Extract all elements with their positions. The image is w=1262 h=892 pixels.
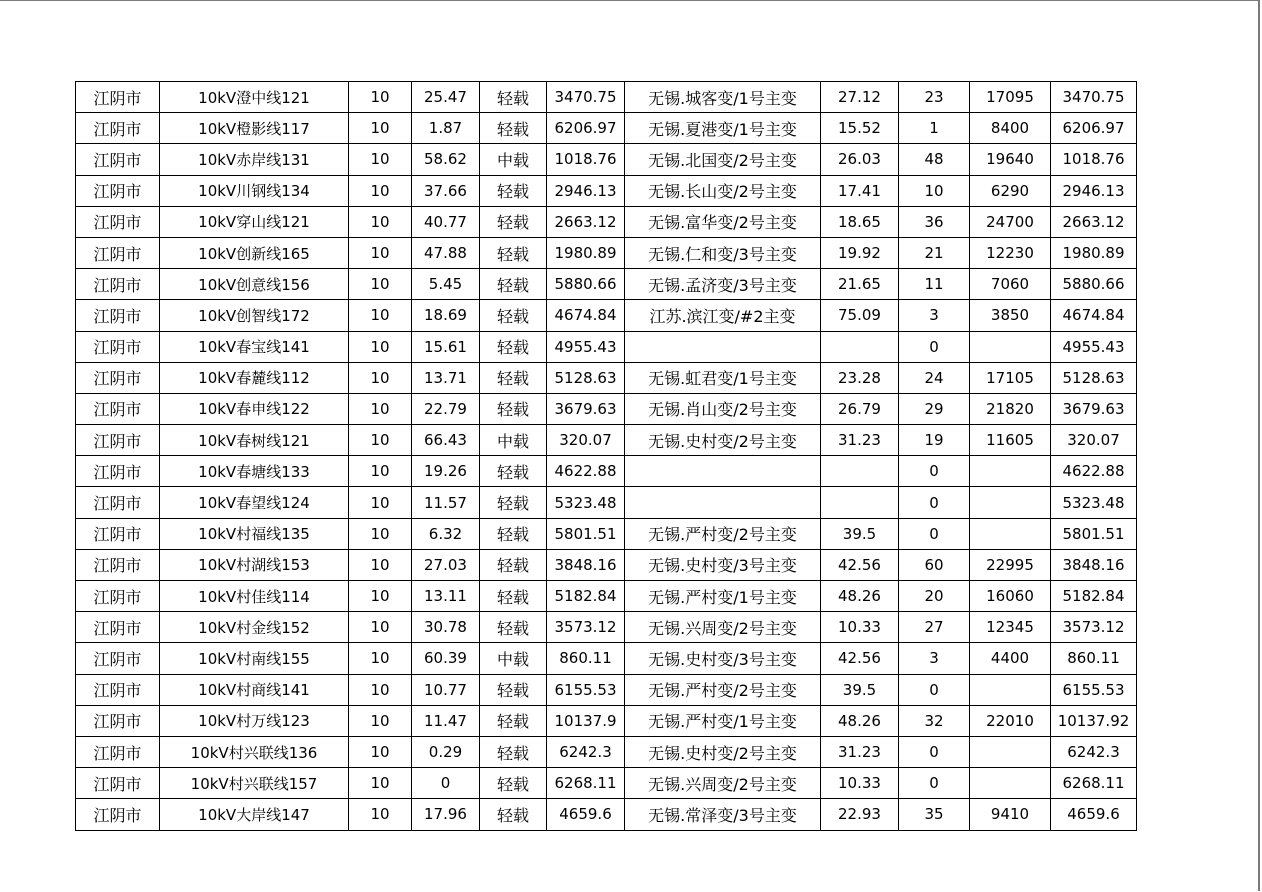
main-transformer-cell: 无锡.富华变/2号主变 bbox=[625, 206, 821, 237]
transformer-load-rate-cell: 17.41 bbox=[821, 175, 899, 206]
load-rate-cell: 40.77 bbox=[412, 206, 480, 237]
voltage-cell: 10 bbox=[349, 82, 412, 113]
city-cell: 江阴市 bbox=[76, 518, 160, 549]
voltage-cell: 10 bbox=[349, 425, 412, 456]
feeder-name-cell: 10kV村商线141 bbox=[160, 674, 349, 705]
feeder-name-cell: 10kV大岸线147 bbox=[160, 799, 349, 830]
city-cell: 江阴市 bbox=[76, 82, 160, 113]
load-rate-cell: 6.32 bbox=[412, 518, 480, 549]
city-cell: 江阴市 bbox=[76, 549, 160, 580]
available-capacity-cell: 2663.12 bbox=[547, 206, 625, 237]
city-cell: 江阴市 bbox=[76, 799, 160, 830]
capacity-cell: 3850 bbox=[970, 300, 1051, 331]
voltage-cell: 10 bbox=[349, 705, 412, 736]
table-row bbox=[76, 206, 1137, 237]
load-status-cell: 轻载 bbox=[480, 549, 547, 580]
capacity-cell: 12230 bbox=[970, 237, 1051, 268]
feeder-name-cell: 10kV村福线135 bbox=[160, 518, 349, 549]
feeder-name-cell: 10kV村金线152 bbox=[160, 612, 349, 643]
table-row bbox=[76, 175, 1137, 206]
feeder-name-cell: 10kV春塘线133 bbox=[160, 456, 349, 487]
load-status-cell: 轻载 bbox=[480, 581, 547, 612]
voltage-cell: 10 bbox=[349, 518, 412, 549]
load-rate-cell: 37.66 bbox=[412, 175, 480, 206]
main-transformer-cell: 无锡.兴周变/2号主变 bbox=[625, 612, 821, 643]
main-transformer-cell: 无锡.严村变/2号主变 bbox=[625, 518, 821, 549]
city-cell: 江阴市 bbox=[76, 113, 160, 144]
feeder-name-cell: 10kV村兴联线136 bbox=[160, 736, 349, 767]
available-capacity-cell: 5801.51 bbox=[547, 518, 625, 549]
available-capacity-cell: 860.11 bbox=[547, 643, 625, 674]
feeder-name-cell: 10kV赤岸线131 bbox=[160, 144, 349, 175]
capacity-cell: 6290 bbox=[970, 175, 1051, 206]
city-cell: 江阴市 bbox=[76, 144, 160, 175]
city-cell: 江阴市 bbox=[76, 206, 160, 237]
main-transformer-cell: 江苏.滨江变/#2主变 bbox=[625, 300, 821, 331]
table-row bbox=[76, 82, 1137, 113]
main-transformer-cell: 无锡.肖山变/2号主变 bbox=[625, 393, 821, 424]
city-cell: 江阴市 bbox=[76, 705, 160, 736]
remaining-capacity-cell: 3679.63 bbox=[1051, 393, 1137, 424]
transformer-load-rate-cell: 31.23 bbox=[821, 425, 899, 456]
table-row bbox=[76, 362, 1137, 393]
transformer-load-rate-cell: 26.03 bbox=[821, 144, 899, 175]
feeder-name-cell: 10kV村湖线153 bbox=[160, 549, 349, 580]
load-rate-cell: 66.43 bbox=[412, 425, 480, 456]
load-status-cell: 轻载 bbox=[480, 487, 547, 518]
transformer-load-rate-cell: 26.79 bbox=[821, 393, 899, 424]
load-status-cell: 轻载 bbox=[480, 362, 547, 393]
count-cell: 60 bbox=[899, 549, 970, 580]
count-cell: 10 bbox=[899, 175, 970, 206]
count-cell: 23 bbox=[899, 82, 970, 113]
capacity-cell: 22010 bbox=[970, 705, 1051, 736]
count-cell: 36 bbox=[899, 206, 970, 237]
capacity-cell bbox=[970, 487, 1051, 518]
count-cell: 35 bbox=[899, 799, 970, 830]
feeder-name-cell: 10kV橙影线117 bbox=[160, 113, 349, 144]
load-status-cell: 轻载 bbox=[480, 674, 547, 705]
available-capacity-cell: 3848.16 bbox=[547, 549, 625, 580]
capacity-cell bbox=[970, 674, 1051, 705]
feeder-name-cell: 10kV村万线123 bbox=[160, 705, 349, 736]
available-capacity-cell: 5323.48 bbox=[547, 487, 625, 518]
feeder-name-cell: 10kV穿山线121 bbox=[160, 206, 349, 237]
load-rate-cell: 11.57 bbox=[412, 487, 480, 518]
load-status-cell: 轻载 bbox=[480, 456, 547, 487]
capacity-cell: 7060 bbox=[970, 269, 1051, 300]
city-cell: 江阴市 bbox=[76, 237, 160, 268]
load-status-cell: 轻载 bbox=[480, 175, 547, 206]
remaining-capacity-cell: 5182.84 bbox=[1051, 581, 1137, 612]
load-status-cell: 轻载 bbox=[480, 393, 547, 424]
voltage-cell: 10 bbox=[349, 799, 412, 830]
capacity-cell: 16060 bbox=[970, 581, 1051, 612]
load-status-cell: 轻载 bbox=[480, 799, 547, 830]
voltage-cell: 10 bbox=[349, 643, 412, 674]
remaining-capacity-cell: 3470.75 bbox=[1051, 82, 1137, 113]
count-cell: 3 bbox=[899, 643, 970, 674]
count-cell: 27 bbox=[899, 612, 970, 643]
main-transformer-cell: 无锡.史村变/3号主变 bbox=[625, 643, 821, 674]
main-transformer-cell: 无锡.仁和变/3号主变 bbox=[625, 237, 821, 268]
city-cell: 江阴市 bbox=[76, 768, 160, 799]
count-cell: 24 bbox=[899, 362, 970, 393]
feeder-name-cell: 10kV村佳线114 bbox=[160, 581, 349, 612]
voltage-cell: 10 bbox=[349, 456, 412, 487]
available-capacity-cell: 5880.66 bbox=[547, 269, 625, 300]
capacity-cell: 8400 bbox=[970, 113, 1051, 144]
remaining-capacity-cell: 1980.89 bbox=[1051, 237, 1137, 268]
capacity-cell bbox=[970, 768, 1051, 799]
table-body bbox=[76, 82, 1137, 831]
remaining-capacity-cell: 3573.12 bbox=[1051, 612, 1137, 643]
load-rate-cell: 13.11 bbox=[412, 581, 480, 612]
main-transformer-cell: 无锡.虹君变/1号主变 bbox=[625, 362, 821, 393]
voltage-cell: 10 bbox=[349, 768, 412, 799]
feeder-load-table bbox=[75, 81, 1137, 831]
city-cell: 江阴市 bbox=[76, 674, 160, 705]
transformer-load-rate-cell: 10.33 bbox=[821, 768, 899, 799]
available-capacity-cell: 3470.75 bbox=[547, 82, 625, 113]
transformer-load-rate-cell: 75.09 bbox=[821, 300, 899, 331]
remaining-capacity-cell: 4955.43 bbox=[1051, 331, 1137, 362]
voltage-cell: 10 bbox=[349, 269, 412, 300]
load-rate-cell: 30.78 bbox=[412, 612, 480, 643]
table-row bbox=[76, 331, 1137, 362]
remaining-capacity-cell: 3848.16 bbox=[1051, 549, 1137, 580]
load-status-cell: 轻载 bbox=[480, 300, 547, 331]
feeder-name-cell: 10kV创新线165 bbox=[160, 237, 349, 268]
city-cell: 江阴市 bbox=[76, 425, 160, 456]
transformer-load-rate-cell: 27.12 bbox=[821, 82, 899, 113]
capacity-cell: 24700 bbox=[970, 206, 1051, 237]
load-rate-cell: 0.29 bbox=[412, 736, 480, 767]
capacity-cell: 12345 bbox=[970, 612, 1051, 643]
table-row bbox=[76, 549, 1137, 580]
feeder-name-cell: 10kV春麓线112 bbox=[160, 362, 349, 393]
load-status-cell: 轻载 bbox=[480, 269, 547, 300]
table-row bbox=[76, 269, 1137, 300]
voltage-cell: 10 bbox=[349, 113, 412, 144]
available-capacity-cell: 6268.11 bbox=[547, 768, 625, 799]
remaining-capacity-cell: 860.11 bbox=[1051, 643, 1137, 674]
load-status-cell: 中载 bbox=[480, 643, 547, 674]
remaining-capacity-cell: 320.07 bbox=[1051, 425, 1137, 456]
load-rate-cell: 0 bbox=[412, 768, 480, 799]
transformer-load-rate-cell: 48.26 bbox=[821, 581, 899, 612]
capacity-cell bbox=[970, 736, 1051, 767]
table-row bbox=[76, 674, 1137, 705]
available-capacity-cell: 6206.97 bbox=[547, 113, 625, 144]
load-status-cell: 轻载 bbox=[480, 82, 547, 113]
city-cell: 江阴市 bbox=[76, 736, 160, 767]
transformer-load-rate-cell: 42.56 bbox=[821, 549, 899, 580]
load-status-cell: 轻载 bbox=[480, 331, 547, 362]
voltage-cell: 10 bbox=[349, 362, 412, 393]
capacity-cell: 17105 bbox=[970, 362, 1051, 393]
load-status-cell: 轻载 bbox=[480, 113, 547, 144]
transformer-load-rate-cell: 15.52 bbox=[821, 113, 899, 144]
city-cell: 江阴市 bbox=[76, 393, 160, 424]
feeder-name-cell: 10kV村南线155 bbox=[160, 643, 349, 674]
table-row bbox=[76, 425, 1137, 456]
voltage-cell: 10 bbox=[349, 736, 412, 767]
table-row bbox=[76, 799, 1137, 830]
voltage-cell: 10 bbox=[349, 612, 412, 643]
voltage-cell: 10 bbox=[349, 581, 412, 612]
main-transformer-cell: 无锡.史村变/3号主变 bbox=[625, 549, 821, 580]
table-row bbox=[76, 487, 1137, 518]
count-cell: 19 bbox=[899, 425, 970, 456]
transformer-load-rate-cell: 18.65 bbox=[821, 206, 899, 237]
city-cell: 江阴市 bbox=[76, 643, 160, 674]
main-transformer-cell: 无锡.城客变/1号主变 bbox=[625, 82, 821, 113]
feeder-name-cell: 10kV澄中线121 bbox=[160, 82, 349, 113]
available-capacity-cell: 6155.53 bbox=[547, 674, 625, 705]
main-transformer-cell: 无锡.严村变/1号主变 bbox=[625, 581, 821, 612]
available-capacity-cell: 4674.84 bbox=[547, 300, 625, 331]
city-cell: 江阴市 bbox=[76, 300, 160, 331]
main-transformer-cell bbox=[625, 331, 821, 362]
load-status-cell: 轻载 bbox=[480, 206, 547, 237]
main-transformer-cell bbox=[625, 487, 821, 518]
main-transformer-cell: 无锡.史村变/2号主变 bbox=[625, 425, 821, 456]
feeder-name-cell: 10kV川钢线134 bbox=[160, 175, 349, 206]
main-transformer-cell: 无锡.孟济变/3号主变 bbox=[625, 269, 821, 300]
main-transformer-cell: 无锡.严村变/2号主变 bbox=[625, 674, 821, 705]
table-row bbox=[76, 518, 1137, 549]
load-rate-cell: 58.62 bbox=[412, 144, 480, 175]
transformer-load-rate-cell: 23.28 bbox=[821, 362, 899, 393]
remaining-capacity-cell: 4674.84 bbox=[1051, 300, 1137, 331]
count-cell: 20 bbox=[899, 581, 970, 612]
city-cell: 江阴市 bbox=[76, 612, 160, 643]
city-cell: 江阴市 bbox=[76, 269, 160, 300]
load-status-cell: 中载 bbox=[480, 144, 547, 175]
transformer-load-rate-cell: 42.56 bbox=[821, 643, 899, 674]
transformer-load-rate-cell: 39.5 bbox=[821, 518, 899, 549]
available-capacity-cell: 3573.12 bbox=[547, 612, 625, 643]
city-cell: 江阴市 bbox=[76, 581, 160, 612]
main-transformer-cell: 无锡.常泽变/3号主变 bbox=[625, 799, 821, 830]
table-row bbox=[76, 643, 1137, 674]
feeder-name-cell: 10kV村兴联线157 bbox=[160, 768, 349, 799]
load-rate-cell: 60.39 bbox=[412, 643, 480, 674]
load-rate-cell: 1.87 bbox=[412, 113, 480, 144]
feeder-name-cell: 10kV创智线172 bbox=[160, 300, 349, 331]
available-capacity-cell: 5182.84 bbox=[547, 581, 625, 612]
feeder-name-cell: 10kV创意线156 bbox=[160, 269, 349, 300]
count-cell: 1 bbox=[899, 113, 970, 144]
transformer-load-rate-cell: 21.65 bbox=[821, 269, 899, 300]
feeder-name-cell: 10kV春宝线141 bbox=[160, 331, 349, 362]
remaining-capacity-cell: 5128.63 bbox=[1051, 362, 1137, 393]
capacity-cell bbox=[970, 456, 1051, 487]
remaining-capacity-cell: 4659.6 bbox=[1051, 799, 1137, 830]
city-cell: 江阴市 bbox=[76, 331, 160, 362]
table-row bbox=[76, 300, 1137, 331]
capacity-cell: 17095 bbox=[970, 82, 1051, 113]
load-rate-cell: 13.71 bbox=[412, 362, 480, 393]
transformer-load-rate-cell bbox=[821, 331, 899, 362]
capacity-cell: 21820 bbox=[970, 393, 1051, 424]
table-row bbox=[76, 768, 1137, 799]
remaining-capacity-cell: 10137.92 bbox=[1051, 705, 1137, 736]
remaining-capacity-cell: 5323.48 bbox=[1051, 487, 1137, 518]
transformer-load-rate-cell bbox=[821, 456, 899, 487]
transformer-load-rate-cell: 39.5 bbox=[821, 674, 899, 705]
count-cell: 3 bbox=[899, 300, 970, 331]
count-cell: 32 bbox=[899, 705, 970, 736]
load-rate-cell: 5.45 bbox=[412, 269, 480, 300]
count-cell: 0 bbox=[899, 736, 970, 767]
voltage-cell: 10 bbox=[349, 331, 412, 362]
transformer-load-rate-cell: 19.92 bbox=[821, 237, 899, 268]
capacity-cell: 4400 bbox=[970, 643, 1051, 674]
feeder-name-cell: 10kV春望线124 bbox=[160, 487, 349, 518]
capacity-cell: 22995 bbox=[970, 549, 1051, 580]
load-status-cell: 轻载 bbox=[480, 237, 547, 268]
available-capacity-cell: 4659.6 bbox=[547, 799, 625, 830]
voltage-cell: 10 bbox=[349, 175, 412, 206]
main-transformer-cell: 无锡.兴周变/2号主变 bbox=[625, 768, 821, 799]
count-cell: 29 bbox=[899, 393, 970, 424]
voltage-cell: 10 bbox=[349, 144, 412, 175]
transformer-load-rate-cell: 48.26 bbox=[821, 705, 899, 736]
available-capacity-cell: 4622.88 bbox=[547, 456, 625, 487]
table-row bbox=[76, 113, 1137, 144]
capacity-cell: 19640 bbox=[970, 144, 1051, 175]
table-row bbox=[76, 456, 1137, 487]
main-transformer-cell bbox=[625, 456, 821, 487]
available-capacity-cell: 5128.63 bbox=[547, 362, 625, 393]
capacity-cell: 11605 bbox=[970, 425, 1051, 456]
available-capacity-cell: 320.07 bbox=[547, 425, 625, 456]
load-rate-cell: 11.47 bbox=[412, 705, 480, 736]
capacity-cell bbox=[970, 331, 1051, 362]
available-capacity-cell: 2946.13 bbox=[547, 175, 625, 206]
load-rate-cell: 25.47 bbox=[412, 82, 480, 113]
table-row bbox=[76, 612, 1137, 643]
capacity-cell bbox=[970, 518, 1051, 549]
capacity-cell: 9410 bbox=[970, 799, 1051, 830]
available-capacity-cell: 3679.63 bbox=[547, 393, 625, 424]
remaining-capacity-cell: 6206.97 bbox=[1051, 113, 1137, 144]
load-rate-cell: 15.61 bbox=[412, 331, 480, 362]
main-transformer-cell: 无锡.北国变/2号主变 bbox=[625, 144, 821, 175]
voltage-cell: 10 bbox=[349, 549, 412, 580]
load-rate-cell: 17.96 bbox=[412, 799, 480, 830]
feeder-name-cell: 10kV春树线121 bbox=[160, 425, 349, 456]
remaining-capacity-cell: 1018.76 bbox=[1051, 144, 1137, 175]
voltage-cell: 10 bbox=[349, 674, 412, 705]
voltage-cell: 10 bbox=[349, 206, 412, 237]
table-row bbox=[76, 736, 1137, 767]
remaining-capacity-cell: 2663.12 bbox=[1051, 206, 1137, 237]
load-status-cell: 轻载 bbox=[480, 736, 547, 767]
load-status-cell: 轻载 bbox=[480, 612, 547, 643]
load-rate-cell: 19.26 bbox=[412, 456, 480, 487]
transformer-load-rate-cell bbox=[821, 487, 899, 518]
table-row bbox=[76, 237, 1137, 268]
main-transformer-cell: 无锡.严村变/1号主变 bbox=[625, 705, 821, 736]
remaining-capacity-cell: 4622.88 bbox=[1051, 456, 1137, 487]
main-transformer-cell: 无锡.史村变/2号主变 bbox=[625, 736, 821, 767]
transformer-load-rate-cell: 31.23 bbox=[821, 736, 899, 767]
count-cell: 21 bbox=[899, 237, 970, 268]
count-cell: 0 bbox=[899, 674, 970, 705]
city-cell: 江阴市 bbox=[76, 487, 160, 518]
available-capacity-cell: 6242.3 bbox=[547, 736, 625, 767]
load-rate-cell: 18.69 bbox=[412, 300, 480, 331]
count-cell: 11 bbox=[899, 269, 970, 300]
voltage-cell: 10 bbox=[349, 393, 412, 424]
remaining-capacity-cell: 6155.53 bbox=[1051, 674, 1137, 705]
transformer-load-rate-cell: 10.33 bbox=[821, 612, 899, 643]
main-transformer-cell: 无锡.夏港变/1号主变 bbox=[625, 113, 821, 144]
load-status-cell: 轻载 bbox=[480, 705, 547, 736]
remaining-capacity-cell: 6268.11 bbox=[1051, 768, 1137, 799]
city-cell: 江阴市 bbox=[76, 362, 160, 393]
table-row bbox=[76, 581, 1137, 612]
voltage-cell: 10 bbox=[349, 237, 412, 268]
voltage-cell: 10 bbox=[349, 300, 412, 331]
transformer-load-rate-cell: 22.93 bbox=[821, 799, 899, 830]
remaining-capacity-cell: 5880.66 bbox=[1051, 269, 1137, 300]
load-status-cell: 轻载 bbox=[480, 518, 547, 549]
count-cell: 0 bbox=[899, 487, 970, 518]
available-capacity-cell: 1980.89 bbox=[547, 237, 625, 268]
count-cell: 0 bbox=[899, 518, 970, 549]
load-rate-cell: 47.88 bbox=[412, 237, 480, 268]
remaining-capacity-cell: 2946.13 bbox=[1051, 175, 1137, 206]
feeder-name-cell: 10kV春申线122 bbox=[160, 393, 349, 424]
available-capacity-cell: 10137.9 bbox=[547, 705, 625, 736]
city-cell: 江阴市 bbox=[76, 175, 160, 206]
voltage-cell: 10 bbox=[349, 487, 412, 518]
main-transformer-cell: 无锡.长山变/2号主变 bbox=[625, 175, 821, 206]
remaining-capacity-cell: 6242.3 bbox=[1051, 736, 1137, 767]
count-cell: 0 bbox=[899, 331, 970, 362]
load-status-cell: 轻载 bbox=[480, 768, 547, 799]
load-rate-cell: 27.03 bbox=[412, 549, 480, 580]
table-row bbox=[76, 393, 1137, 424]
table-row bbox=[76, 144, 1137, 175]
load-rate-cell: 22.79 bbox=[412, 393, 480, 424]
remaining-capacity-cell: 5801.51 bbox=[1051, 518, 1137, 549]
count-cell: 0 bbox=[899, 768, 970, 799]
load-status-cell: 中载 bbox=[480, 425, 547, 456]
count-cell: 48 bbox=[899, 144, 970, 175]
available-capacity-cell: 4955.43 bbox=[547, 331, 625, 362]
table-row bbox=[76, 705, 1137, 736]
load-rate-cell: 10.77 bbox=[412, 674, 480, 705]
count-cell: 0 bbox=[899, 456, 970, 487]
city-cell: 江阴市 bbox=[76, 456, 160, 487]
available-capacity-cell: 1018.76 bbox=[547, 144, 625, 175]
